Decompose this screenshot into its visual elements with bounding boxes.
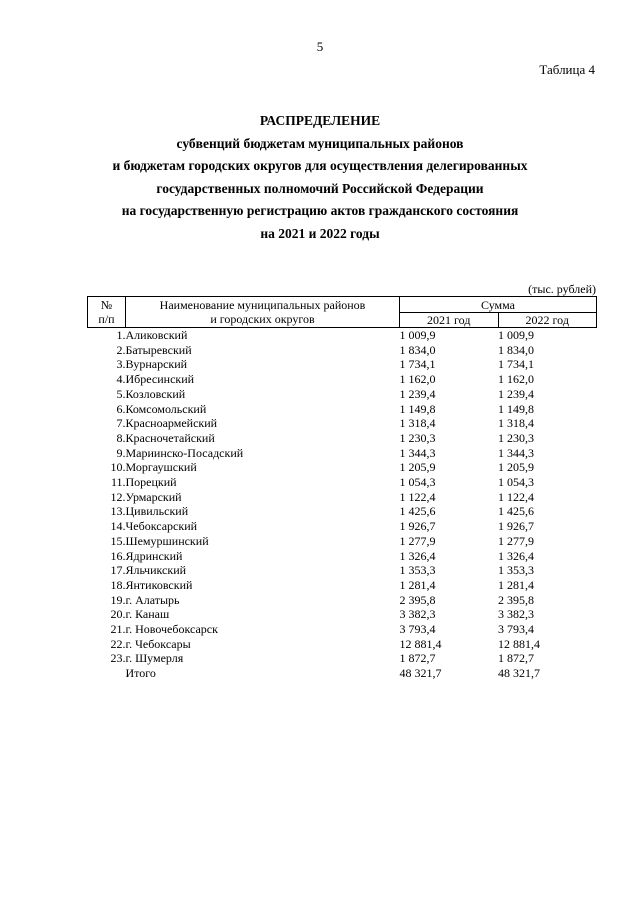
amount-2021: 1 122,4 [399,489,436,504]
municipality-name: Козловский [125,386,186,401]
total-row [88,666,597,681]
municipality-name: Красноармейский [125,416,218,431]
row-number: 17. [110,563,126,578]
table-row [88,343,597,358]
amount-2022: 1 149,8 [498,401,534,416]
title-line: РАСПРЕДЕЛЕНИЕ [259,113,381,128]
municipality-name: Ядринский [125,548,183,563]
total-label: Итого [125,666,156,681]
amount-2022: 3 793,4 [498,622,534,637]
municipality-name: Чебоксарский [125,519,198,534]
municipality-name: Комсомольский [125,401,207,416]
row-number: 4. [116,372,126,387]
table-row [88,504,597,519]
amount-2021: 1 326,4 [399,548,436,563]
amount-2022: 1 054,3 [498,475,534,490]
municipality-name: Яльчикский [125,563,187,578]
amount-2021: 1 009,9 [399,328,436,342]
header-name-line2: и городских округов [210,312,315,326]
row-number: 1. [116,328,126,342]
municipality-name: Шемуршинский [125,533,209,548]
table-row [88,490,597,505]
amount-2021: 1 054,3 [399,475,436,490]
municipality-name: Урмарский [125,489,182,504]
amount-2021: 1 230,3 [399,430,436,445]
amount-2021: 1 344,3 [399,445,436,460]
amount-2022: 1 162,0 [498,372,534,387]
municipality-name: Порецкий [125,475,177,490]
amount-2021: 2 395,8 [399,592,436,607]
amount-2022: 1 318,4 [498,416,534,431]
row-number: 22. [110,636,126,651]
header-year-2022: 2022 год [498,313,597,328]
header-number-line1: № [100,298,113,312]
amount-2021: 1 277,9 [399,533,436,548]
table-row [88,578,597,593]
table-row [88,622,597,637]
table-row [88,431,597,446]
subvention-table [87,296,597,681]
amount-2021: 3 382,3 [399,607,436,622]
amount-2022: 2 395,8 [498,592,534,607]
municipality-name: г. Алатырь [125,592,180,607]
amount-2021: 1 149,8 [399,401,436,416]
amount-2021: 1 834,0 [399,342,436,357]
amount-2022: 12 881,4 [498,636,540,651]
amount-2021: 1 926,7 [399,519,436,534]
row-number: 7. [116,416,126,431]
row-number: 18. [110,577,126,592]
amount-2022: 1 277,9 [498,533,534,548]
header-name-line1: Наименование муниципальных районов [159,298,366,312]
amount-2022: 1 122,4 [498,489,534,504]
title-line: государственных полномочий Российской Федерации [156,180,484,196]
municipality-name: Мариинско-Посадский [125,445,244,460]
row-number [88,666,126,681]
amount-2022: 1 281,4 [498,577,534,592]
row-number: 21. [110,622,126,637]
row-number: 13. [110,504,126,519]
row-number: 8. [116,430,126,445]
amount-2021: 1 425,6 [399,504,436,519]
row-number: 16. [110,548,126,563]
table-row [88,519,597,534]
table-header [88,297,597,328]
table-row [88,563,597,578]
row-number: 15. [110,533,126,548]
row-number: 10. [110,460,126,475]
municipality-name: Моргаушский [125,460,197,475]
row-number: 11. [110,475,126,490]
amount-2022: 1 205,9 [498,460,534,475]
table-row [88,534,597,549]
row-number: 6. [116,401,126,416]
row-number: 20. [110,607,126,622]
table-row [88,549,597,564]
table-body [88,328,597,681]
table-row [88,416,597,431]
amount-2021: 12 881,4 [399,636,442,651]
table-row [88,402,597,417]
amount-2021: 1 239,4 [399,386,436,401]
row-number: 2. [116,342,126,357]
row-number: 5. [116,386,126,401]
municipality-name: г. Канаш [125,607,170,622]
table-row [88,446,597,461]
header-name [126,297,400,328]
row-number: 12. [110,489,126,504]
units-label: (тыс. рублей) [528,282,596,296]
table-row [88,475,597,490]
row-number: 14. [110,519,126,534]
table-row [88,460,597,475]
amount-2021: 1 162,0 [399,372,436,387]
amount-2022: 1 344,3 [498,445,534,460]
row-number: 23. [110,651,126,666]
amount-2021: 1 281,4 [399,577,436,592]
table-row [88,357,597,372]
municipality-name: Вурнарский [125,357,188,372]
title-line: субвенций бюджетам муниципальных районов [176,135,464,151]
amount-2022: 1 230,3 [498,430,534,445]
municipality-name: г. Новочебоксарск [125,622,218,637]
amount-2021: 1 205,9 [399,460,436,475]
row-number: 3. [116,357,126,372]
amount-2021: 1 872,7 [399,651,436,666]
amount-2022: 1 009,9 [498,328,534,342]
title-line: на государственную регистрацию актов гражданского состояния [121,203,519,219]
municipality-name: Цивильский [125,504,189,519]
table-row [88,328,597,343]
municipality-name: г. Чебоксары [125,636,191,651]
amount-2022: 1 353,3 [498,563,534,578]
table-row [88,387,597,402]
amount-2021: 1 353,3 [399,563,436,578]
amount-2021: 1 318,4 [399,416,436,431]
header-number [88,297,126,328]
document-title [0,110,640,246]
municipality-name: Янтиковский [125,577,193,592]
municipality-name: Батыревский [125,342,192,357]
table-row [88,607,597,622]
page-number: 5 [316,39,324,54]
table-row [88,372,597,387]
title-line: и бюджетам городских округов для осуществления делегированных [112,158,528,174]
table-row [88,651,597,666]
title-line: на 2021 и 2022 годы [260,225,380,241]
municipality-name: Красночетайский [125,430,215,445]
municipality-name: г. Шумерля [125,651,184,666]
municipality-name: Аликовский [125,328,188,342]
header-sum: Сумма [400,297,597,313]
table-label: Таблица 4 [539,62,595,77]
amount-2022: 1 239,4 [498,386,534,401]
amount-2021: 3 793,4 [399,622,436,637]
amount-2022: 1 425,6 [498,504,534,519]
amount-2021: 1 734,1 [399,357,436,372]
municipality-name: Ибресинский [125,372,195,387]
header-number-line2: п/п [98,312,115,326]
total-2022: 48 321,7 [498,666,540,681]
amount-2022: 1 734,1 [498,357,534,372]
row-number: 9. [116,445,126,460]
amount-2022: 3 382,3 [498,607,534,622]
table-row [88,637,597,652]
amount-2022: 1 872,7 [498,651,534,666]
header-year-2021: 2021 год [400,313,499,328]
table-row [88,593,597,608]
row-number: 19. [110,592,126,607]
amount-2022: 1 834,0 [498,342,534,357]
total-2021: 48 321,7 [399,666,442,681]
amount-2022: 1 926,7 [498,519,534,534]
amount-2022: 1 326,4 [498,548,534,563]
